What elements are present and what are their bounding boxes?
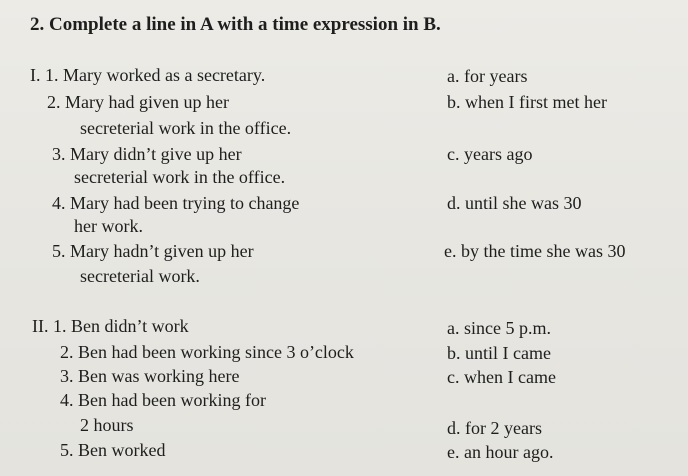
part2-a-line1: II. 1. Ben didn’t work — [32, 316, 189, 336]
part1-a-line2-cont: secreterial work in the office. — [80, 118, 292, 138]
part1-b-option-a: a. for years — [447, 66, 528, 86]
part1-a-line4: 4. Mary had been trying to change — [52, 193, 300, 213]
part1-a-line4-cont: her work. — [74, 216, 143, 236]
part1-b-option-e: e. by the time she was 30 — [444, 241, 626, 261]
part2-a-line4: 4. Ben had been working for — [60, 390, 266, 410]
part2-b-option-e: e. an hour ago. — [447, 442, 554, 462]
part1-a-line3: 3. Mary didn’t give up her — [52, 144, 242, 164]
part2-b-option-b: b. until I came — [447, 343, 551, 363]
part2-b-option-d: d. for 2 years — [447, 418, 542, 438]
part1-b-option-d: d. until she was 30 — [447, 193, 582, 213]
part2-b-option-c: c. when I came — [447, 367, 556, 387]
part2-a-line3: 3. Ben was working here — [60, 366, 240, 386]
part1-a-line5: 5. Mary hadn’t given up her — [52, 241, 254, 261]
part2-a-line4-cont: 2 hours — [80, 415, 134, 435]
part1-b-option-b: b. when I first met her — [447, 92, 607, 112]
part1-b-option-c: c. years ago — [447, 144, 533, 164]
part2-b-option-a: a. since 5 p.m. — [447, 318, 551, 338]
exercise-title: 2. Complete a line in A with a time expression in B. — [30, 14, 441, 35]
part2-a-line2: 2. Ben had been working since 3 o’clock — [60, 342, 354, 362]
part1-a-line3-cont: secreterial work in the office. — [74, 167, 286, 187]
part1-a-line5-cont: secreterial work. — [80, 266, 200, 286]
part1-a-line1: I. 1. Mary worked as a secretary. — [30, 65, 266, 85]
part1-a-line2: 2. Mary had given up her — [47, 92, 229, 112]
part2-a-line5: 5. Ben worked — [60, 440, 166, 460]
